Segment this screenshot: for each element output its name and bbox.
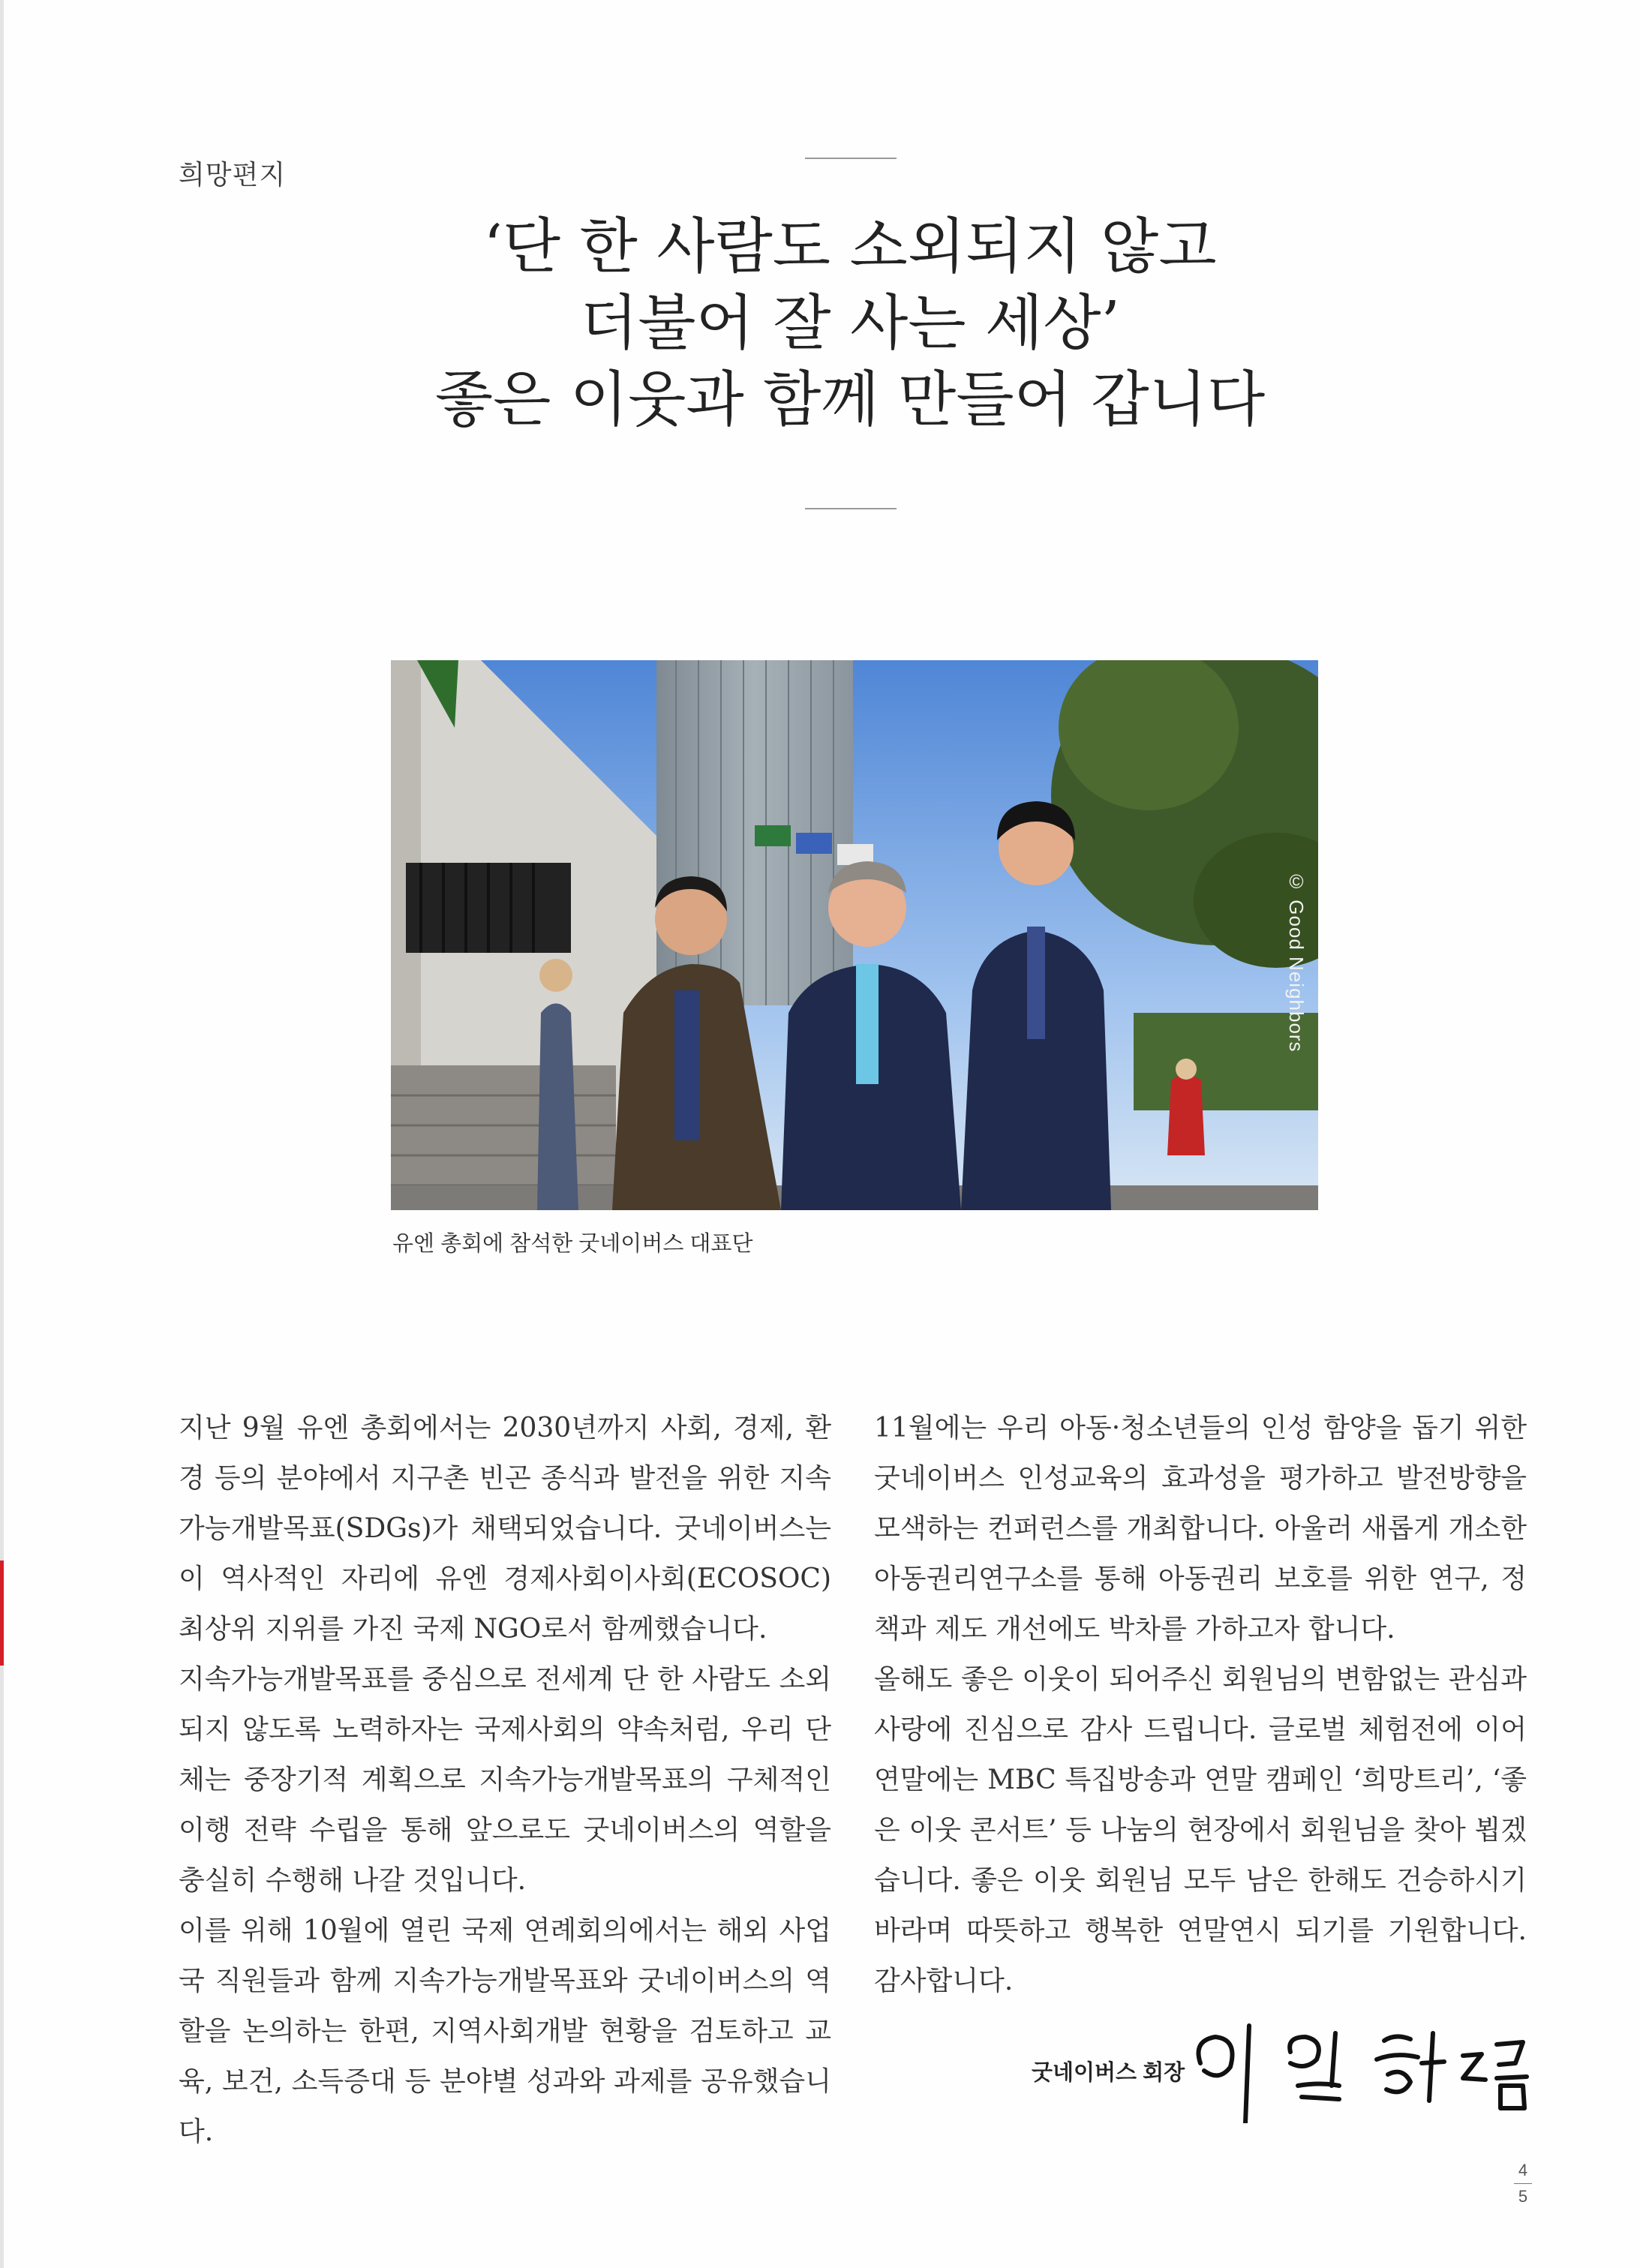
page-number-right: 5 bbox=[1518, 2187, 1528, 2206]
body-paragraph: 이를 위해 10월에 열린 국제 연례회의에서는 해외 사업국 직원들과 함께 지속가능개발목표와 굿네이버스의 역할을 논의하는 한편, 지역사회개발 현황을 검토하고 교육, 보건, 소득증대 등 분야별 성과와 과제를 공유했습니다. bbox=[179, 1915, 831, 2147]
photo-credit: © Good Neighbors bbox=[1285, 870, 1308, 1053]
body-column-right bbox=[874, 1403, 1527, 2006]
page-title bbox=[295, 209, 1405, 438]
body-paragraph: 지난 9월 유엔 총회에서는 2030년까지 사회, 경제, 환경 등의 분야에서 지구촌 빈곤 종식과 발전을 위한 지속가능개발목표(SDGs)가 채택되었습니다. 굿네이버스는 이 역사적인 자리에 유엔 경제사회이사회(ECOSOC) 최상위 지위를 가진 국제 NGO로서 함께했습니다. bbox=[179, 1413, 831, 1645]
title-line-2: 더불어 잘 사는 세상’ bbox=[580, 288, 1120, 358]
page-number-divider bbox=[1514, 2183, 1532, 2184]
page-gutter bbox=[0, 0, 4, 2268]
signature-label: 굿네이버스 회장 bbox=[1032, 2061, 1185, 2085]
page-edge-marker bbox=[0, 1561, 4, 1666]
photo-caption: 유엔 총회에 참석한 굿네이버스 대표단 bbox=[392, 1232, 753, 1256]
body-paragraph: 지속가능개발목표를 중심으로 전세계 단 한 사람도 소외되지 않도록 노력하자는 국제사회의 약속처럼, 우리 단체는 중장기적 계획으로 지속가능개발목표의 구체적인 이행 전략 수립을 통해 앞으로도 굿네이버스의 역할을 충실히 수행해 나갈 것입니다. bbox=[179, 1664, 831, 1896]
page-number bbox=[1508, 2161, 1538, 2206]
section-label: 희망편지 bbox=[179, 160, 287, 191]
body-paragraph: 올해도 좋은 이웃이 되어주신 회원님의 변함없는 관심과 사랑에 진심으로 감사 드립니다. 글로벌 체험전에 이어 연말에는 MBC 특집방송과 연말 캠페인 ‘희망트리’, ‘좋은 이웃 콘서트’ 등 나눔의 현장에서 회원님을 찾아 뵙겠습니다. 좋은 이웃 회원님 모두 남은 한해도 건승하시기 바라며 따뜻하고 행복한 연말연시 되기를 기원합니다. 감사합니다. bbox=[874, 1664, 1527, 1996]
title-divider-bottom bbox=[805, 508, 897, 509]
body-paragraph: 11월에는 우리 아동·청소년들의 인성 함양을 돕기 위한 굿네이버스 인성교육의 효과성을 평가하고 발전방향을 모색하는 컨퍼런스를 개최합니다. 아울러 새롭게 개소한 아동권리연구소를 통해 아동권리 보호를 위한 연구, 정책과 제도 개선에도 박차를 가하고자 합니다. bbox=[874, 1413, 1527, 1645]
title-divider-top bbox=[805, 158, 897, 159]
page-number-left: 4 bbox=[1518, 2161, 1528, 2179]
un-assembly-photo bbox=[391, 660, 1318, 1210]
title-line-1: ‘단 한 사람도 소외되지 않고 bbox=[483, 212, 1217, 281]
body-column-left bbox=[179, 1403, 831, 2157]
title-line-3: 좋은 이웃과 함께 만들어 갑니다 bbox=[434, 365, 1266, 434]
handwritten-signature bbox=[1185, 2011, 1538, 2123]
